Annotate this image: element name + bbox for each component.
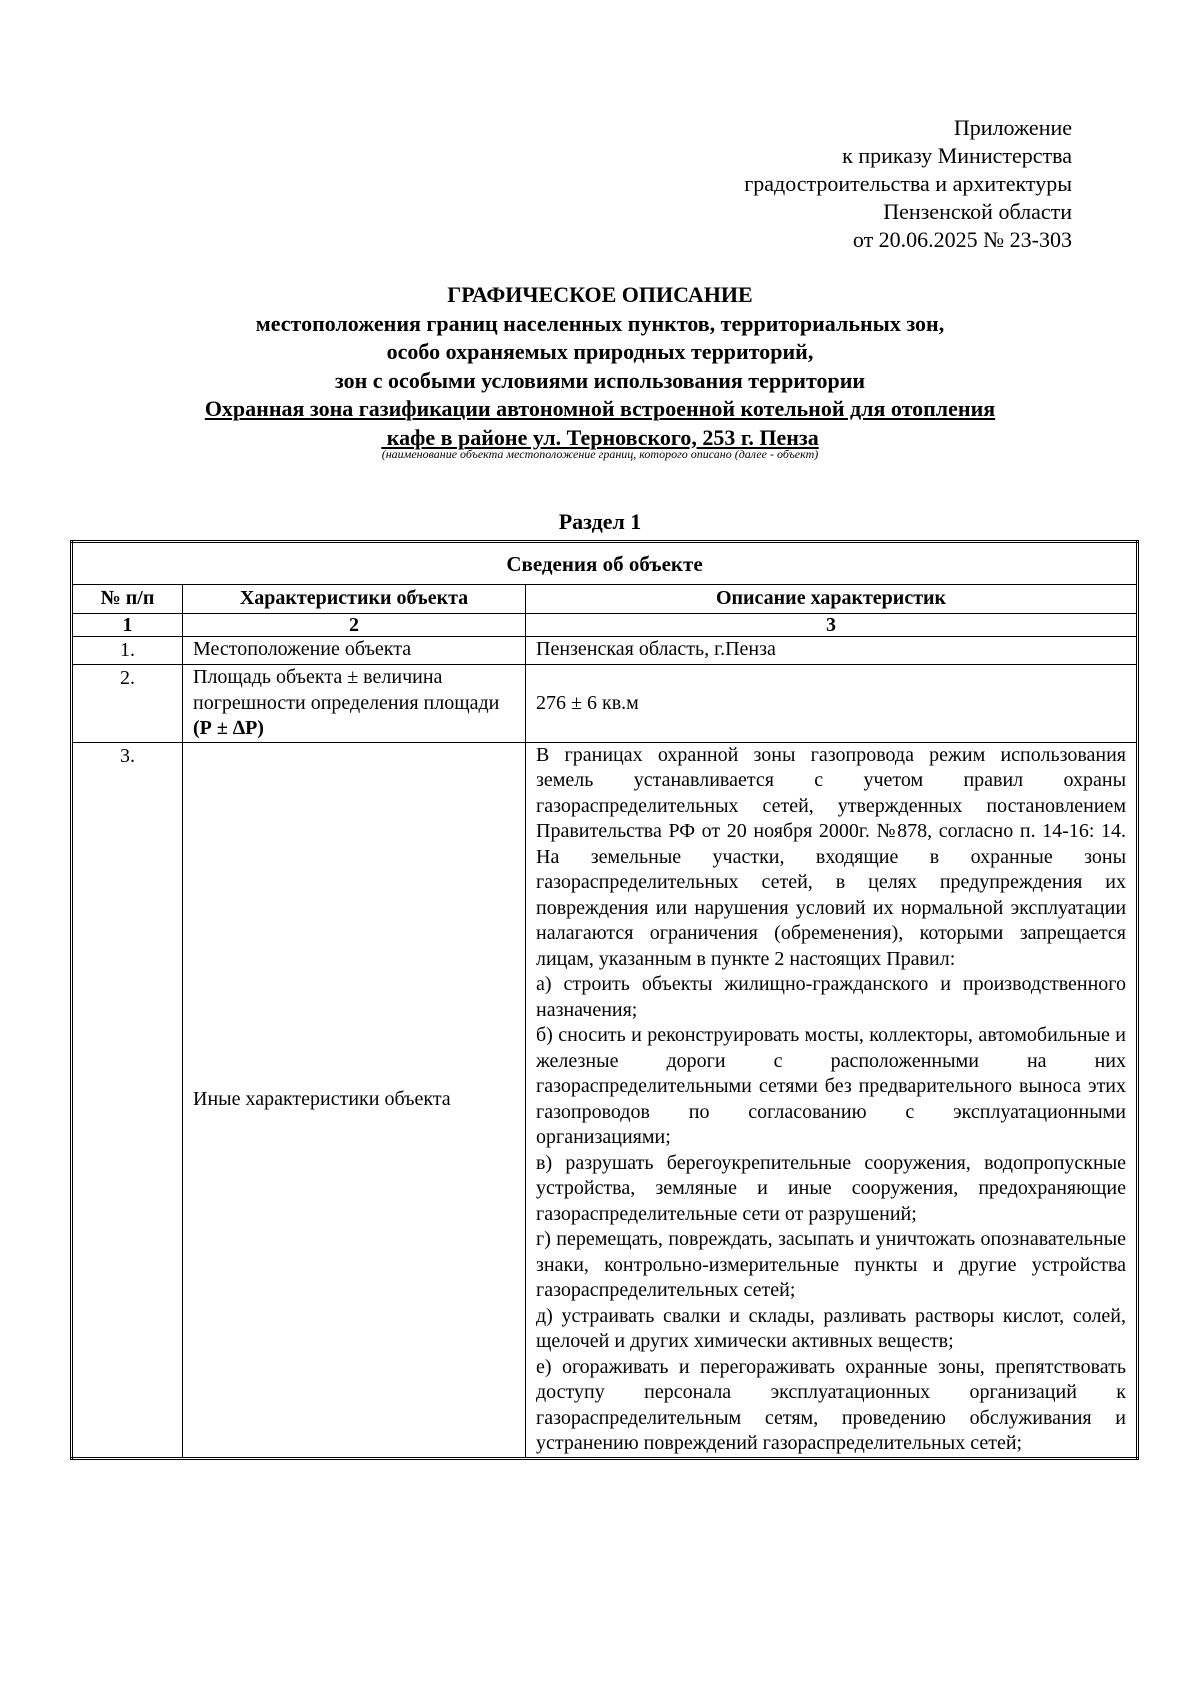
section-title: Раздел 1: [558, 509, 642, 534]
row-characteristic: Иные характеристики объекта: [183, 742, 526, 1458]
row-number: 1.: [72, 636, 183, 665]
row-number: 3.: [72, 742, 183, 1458]
annex-date-number: от 20.06.2025 № 23-303: [852, 227, 1072, 252]
restriction-paragraph: В границах охранной зоны газопровода режим использования земель устанавливается с учетом правил охраны газораспределительных сетей, утвержденных постановлением Правительства РФ от 20 ноября 2000г. №878, согласно п. 14-16: 14. На земельные участки, входящие в охранные зоны газораспределительных сетей, в целях предупреждения их повреждения или нарушения условий их нормальной эксплуатации налагаются ограничения (обременения), которыми запрещается лицам, указанным в пункте 2 настоящих Правил:: [536, 743, 1127, 970]
row-number: 2.: [72, 665, 183, 743]
row-description: Пензенская область, г.Пенза: [526, 636, 1138, 665]
row-characteristic: [183, 665, 526, 743]
object-info-table-wrapper: [70, 540, 1136, 1460]
document-title: ГРАФИЧЕСКОЕ ОПИСАНИЕ: [447, 282, 753, 307]
restriction-item-v: в) разрушать берегоукрепительные сооружения, водопропускные устройства, земляные и иные сооружения, предохраняющие газораспределительные сети от разрушений;: [536, 1151, 1127, 1225]
table-row: [72, 742, 1138, 1458]
table-caption-row: [72, 542, 1138, 585]
annex-line: Приложение: [953, 115, 1072, 140]
annex-line: градостроительства и архитектуры: [744, 171, 1072, 196]
object-name-note: (наименование объекта местоположение границ, которого описано (далее - объект): [381, 447, 819, 461]
column-index: 2: [183, 613, 526, 636]
object-name: кафе в районе ул. Терновского, 253 г. Пенза: [381, 424, 819, 450]
row-description: 276 ± 6 кв.м: [526, 665, 1138, 743]
restriction-item-a: а) строить объекты жилищно-гражданского и производственного назначения;: [536, 973, 1127, 1021]
restriction-item-d: д) устраивать свалки и склады, разливать растворы кислот, солей, щелочей и других химически активных веществ;: [536, 1304, 1127, 1352]
document-subtitle: зон с особыми условиями использования территории: [334, 367, 866, 393]
area-formula: (Р ± ∆Р): [193, 717, 264, 739]
document-subtitle: местоположения границ населенных пунктов, территориальных зон,: [255, 310, 945, 336]
document-subtitle: особо охраняемых природных территорий,: [386, 339, 814, 364]
column-index-row: [72, 613, 1138, 636]
restriction-item-e: е) огораживать и перегораживать охранные зоны, препятствовать доступу персонала эксплуатационных организаций к газораспределительным сетям, проведению обслуживания и устранению повреждений газораспределительных сетей;: [536, 1355, 1127, 1454]
row-characteristic: Местоположение объекта: [183, 636, 526, 665]
object-info-table: [70, 540, 1139, 1460]
annex-block: [472, 114, 1072, 254]
column-header-number: № п/п: [72, 585, 183, 614]
restriction-item-b: б) сносить и реконструировать мосты, коллекторы, автомобильные и железные дороги с расположенными на них газораспределительными сетями без предварительного выноса этих газопроводов по согласованию с эксплуатационными организациями;: [536, 1024, 1127, 1148]
column-index: 3: [526, 613, 1138, 636]
document-heading: [60, 281, 1140, 452]
row-description: [526, 742, 1138, 1458]
column-header-characteristic: Характеристики объекта: [183, 585, 526, 614]
table-row: [72, 636, 1138, 665]
object-name: Охранная зона газификации автономной встроенной котельной для отопления: [204, 396, 996, 421]
annex-line: Пензенской области: [883, 199, 1072, 224]
table-row: [72, 665, 1138, 743]
annex-line: к приказу Министерства: [842, 143, 1072, 168]
table-header-row: [72, 585, 1138, 614]
table-caption: Сведения об объекте: [72, 542, 1138, 585]
row-characteristic-text: Площадь объекта ± величина погрешности определения площади: [193, 666, 500, 714]
restriction-item-g: г) перемещать, повреждать, засыпать и уничтожать опознавательные знаки, контрольно-измерительные пункты и другие устройства газораспределительных сетей;: [536, 1228, 1127, 1301]
column-index: 1: [72, 613, 183, 636]
column-header-description: Описание характеристик: [526, 585, 1138, 614]
